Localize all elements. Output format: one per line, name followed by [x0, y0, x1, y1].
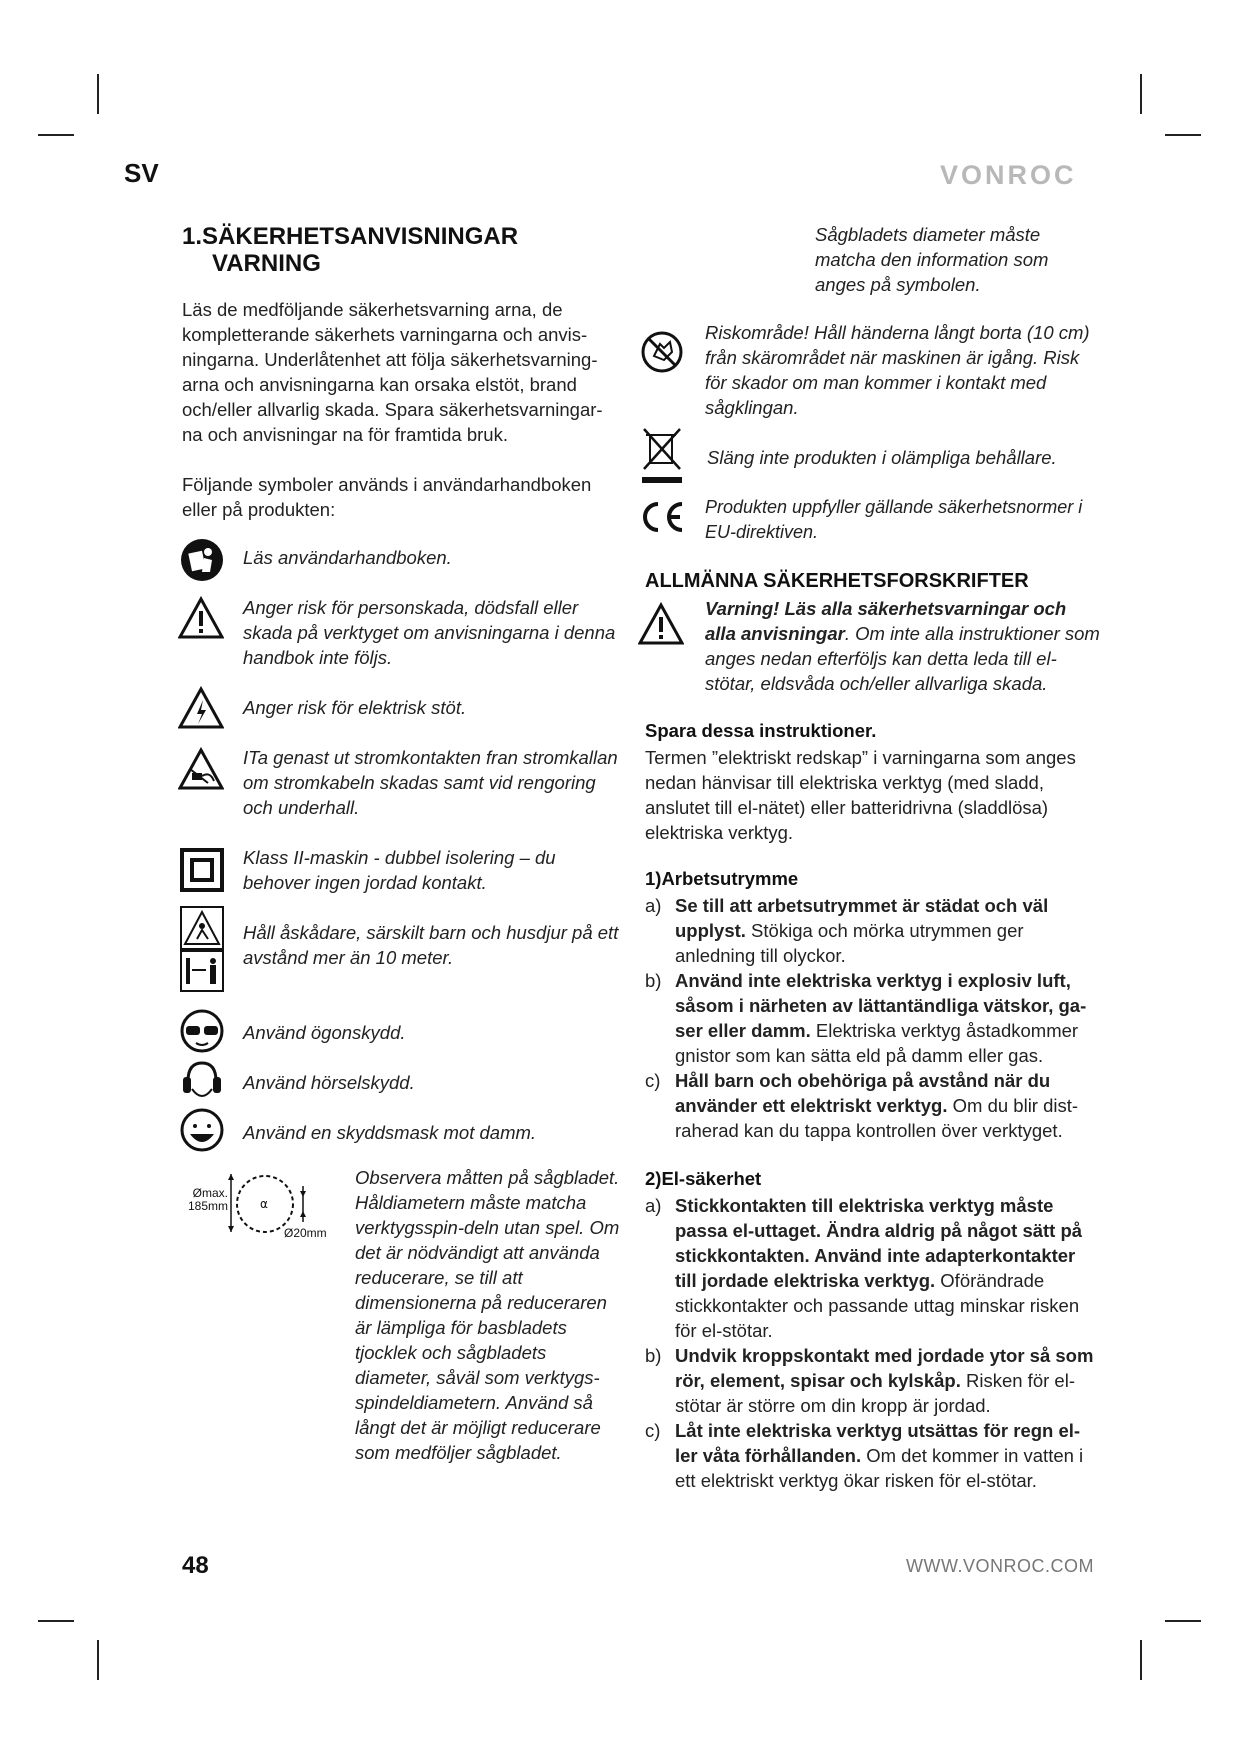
section-title-line2: VARNING: [212, 250, 321, 277]
blade-diameter-text: Sågbladets diameter måste matcha den information som anges på symbolen.: [815, 224, 1049, 295]
symbol-text: Släng inte produkten i olämpliga behållare.: [707, 447, 1057, 468]
list-item-text: Stökiga och mörka utrymmen ger anledning till olyckor.: [675, 920, 1024, 966]
list-item: [645, 1068, 1095, 1143]
weee-bin-icon: [640, 425, 684, 485]
intro-paragraph: Läs de medföljande säkerhetsvarning arna, de kompletterande säkerhets varningarna och anvis-ningarna. Underlåtenhet att följa säkerhetsvarning-arna och anvisningarna kan orsaka elstöt, brand och/eller allvarlig skada. Spara säkerhetsvarningar-na och anvisningar na för framtida bruk.: [182, 299, 603, 445]
electric-safety-title: 2)El-säkerhet: [645, 1168, 762, 1189]
work-area-title: 1)Arbetsutrymme: [645, 868, 799, 889]
save-title: Spara dessa instruktioner.: [645, 720, 877, 741]
warning-icon: [178, 596, 224, 640]
list-marker: c): [645, 1420, 661, 1441]
list-item: [645, 968, 1095, 1068]
general-warning-bold: Varning! Läs alla säkerhetsvarningar och alla anvisningar: [705, 598, 1067, 644]
crop-mark: [38, 134, 74, 136]
list-item: [645, 1343, 1095, 1418]
general-warning-rest: . Om inte alla instruktioner som anges nedan efterföljs kan detta leda till el-stötar, eldsvåda och/eller allvarliga skada.: [705, 623, 1100, 694]
symbol-text: Använd hörselskydd.: [243, 1072, 415, 1093]
work-area-list: [645, 893, 1095, 1143]
saw-blade-dimensions-icon: [180, 1170, 340, 1240]
list-marker: b): [645, 1345, 662, 1366]
list-item-text: Risken för el-stötar är större om din kropp är jordad.: [675, 1370, 1075, 1416]
list-item-text: Om du blir dist-raherad kan du tappa kontrollen över verktyget.: [675, 1095, 1079, 1141]
symbols-intro: Följande symboler används i användarhandboken eller på produkten:: [182, 474, 592, 520]
read-manual-icon: [180, 538, 224, 582]
brand-logo: VONROC: [940, 160, 1077, 190]
list-item-text: Om det kommer in vatten i ett elektriskt verktyg ökar risken för el-stötar.: [675, 1445, 1084, 1491]
list-item-bold: Undvik kroppskontakt med jordade ytor så som rör, element, spisar och kylskåp.: [675, 1345, 1094, 1391]
blade-symbol-text: Observera måtten på sågbladet. Håldiametern måste matcha verktygsspin-deln utan spel. Om det är nödvändigt att använda reducerare, se till att dimensionerna på reduceraren är lämpliga för basbladets tjocklek och sågbladets diameter, såväl som verktygs-spindeldiametern. Använd så långt det är möjligt reducerare som medföljer sågbladet.: [355, 1167, 620, 1463]
crop-mark: [1140, 74, 1142, 114]
blade-max-label: Ømax.: [192, 1186, 228, 1200]
symbol-text: Använd en skyddsmask mot damm.: [243, 1122, 537, 1143]
list-item: [645, 1418, 1095, 1493]
list-marker: a): [645, 1195, 662, 1216]
page-number: 48: [182, 1552, 209, 1579]
electric-shock-icon: [178, 686, 224, 730]
symbol-text: Anger risk för personskada, dödsfall eller skada på verktyget om anvisningarna i denna handbok inte följs.: [243, 597, 616, 668]
dust-mask-icon: [180, 1108, 224, 1152]
symbol-text: Produkten uppfyller gällande säkerhetsnormer i EU-direktiven.: [705, 497, 1083, 542]
list-item-bold: Håll barn och obehöriga på avstånd när du använder ett elektriskt verktyg.: [675, 1070, 1051, 1116]
crop-mark: [1165, 134, 1201, 136]
crop-mark: [38, 1620, 74, 1622]
electric-safety-list: [645, 1193, 1095, 1493]
list-marker: a): [645, 895, 662, 916]
eye-protection-icon: [180, 1009, 224, 1053]
list-item-text: Oförändrade stickkontakter och passande uttag minskar risken för el-stötar.: [675, 1270, 1080, 1341]
list-item: [645, 893, 1095, 968]
ce-mark-icon: [638, 500, 686, 534]
list-item-text: Elektriska verktyg åstadkommer gnistor som kan sätta eld på damm eller gas.: [675, 1020, 1079, 1066]
svg-text:α: α: [260, 1197, 268, 1211]
keep-bystanders-away-icon: [180, 906, 224, 992]
list-item-bold: Låt inte elektriska verktyg utsättas för regn el-ler våta förhållanden.: [675, 1420, 1081, 1466]
list-item-bold: Stickkontakten till elektriska verktyg måste passa el-uttaget. Ändra aldrig på något sätt på stickkontakten. Använd inte adapterkontakter till jordade elektriska verktyg.: [675, 1195, 1083, 1291]
keep-hands-away-icon: [640, 330, 684, 374]
list-marker: b): [645, 970, 662, 991]
double-insulation-icon: [180, 848, 224, 892]
list-item-bold: Se till att arbetsutrymmet är städat och väl upplyst.: [675, 895, 1049, 941]
list-marker: c): [645, 1070, 661, 1091]
crop-mark: [97, 1640, 99, 1680]
hearing-protection-icon: [180, 1059, 224, 1103]
symbol-text: Använd ögonskydd.: [243, 1022, 406, 1043]
symbol-text: Riskområde! Håll händerna långt borta (10 cm) från skärområdet när maskinen är igång. Risk för skador om man kommer i kontakt med sågklingan.: [705, 322, 1090, 418]
language-code: SV: [124, 158, 159, 188]
list-item-bold: Använd inte elektriska verktyg i explosiv luft, såsom i närheten av lättantändliga vätskor, ga-ser eller damm.: [675, 970, 1087, 1041]
symbol-text: Klass II-maskin - dubbel isolering – du behover ingen jordad kontakt.: [243, 847, 556, 893]
crop-mark: [1140, 1640, 1142, 1680]
list-item: [645, 1193, 1095, 1343]
warning-icon: [638, 602, 684, 646]
general-title: ALLMÄNNA SÄKERHETSFORSKRIFTER: [645, 570, 1029, 592]
crop-mark: [1165, 1620, 1201, 1622]
symbol-text: ITa genast ut stromkontakten fran stromkallan om stromkabeln skadas samt vid rengoring och underhall.: [243, 747, 618, 818]
symbol-text: Anger risk för elektrisk stöt.: [243, 697, 467, 718]
section-title-line1: 1.SÄKERHETSANVISNINGAR: [182, 223, 519, 250]
unplug-icon: [178, 747, 224, 791]
save-text: Termen ”elektriskt redskap” i varningarna som anges nedan hänvisar till elektriska verktyg (med sladd, anslutet till el-nätet) eller batteridrivna (sladdlösa) elektriska verktyg.: [645, 747, 1076, 843]
symbol-text: Håll åskådare, särskilt barn och husdjur på ett avstånd mer än 10 meter.: [243, 922, 619, 968]
footer-url: WWW.VONROC.COM: [906, 1556, 1094, 1576]
general-warning: [705, 596, 1100, 696]
section-title: [182, 223, 518, 277]
symbol-text: Läs användarhandboken.: [243, 547, 452, 568]
blade-bore-label: Ø20mm: [284, 1226, 327, 1240]
crop-mark: [97, 74, 99, 114]
blade-max-value: 185mm: [187, 1199, 228, 1213]
